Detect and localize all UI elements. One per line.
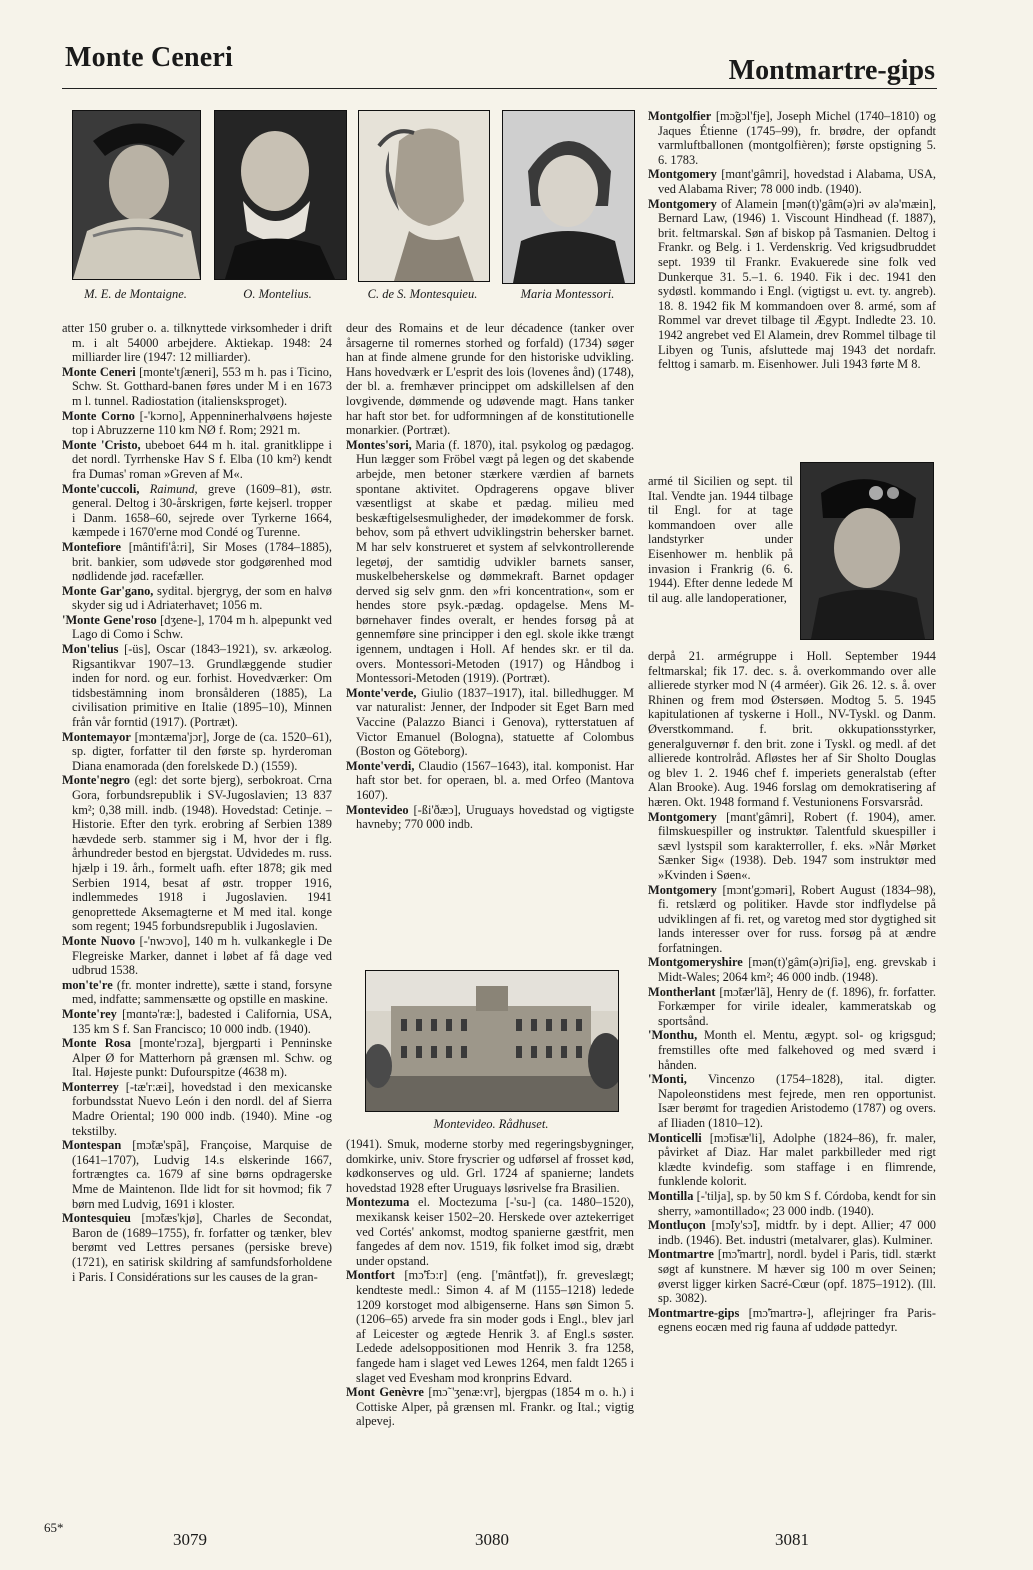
dictionary-entry: atter 150 gruber o. a. tilknyttede virksomheder i drift m. i alt 54000 arbejdere. Aktiekap. 1948: 24 milliarder lire (1947: 12 milliarder). [62, 321, 332, 365]
dictionary-entry: Monte'verde, Giulio (1837–1917), ital. billedhugger. M var naturalist: Jenner, der Indpoder sit Eget Barn med Vaccine (Palazzo Bianci i Genova), rytterstatuen af Victor Emanuel (Bologna), statuette af Colombus (Boston og Göteborg). [346, 685, 634, 759]
dictionary-entry: Montmartre [mɔ̃'martr], nordl. bydel i Paris, tidl. stærkt søgt af kunstnere. M hæver sig 100 m over Seinen; øverst ligger kirken Sacré-Cœur (opf. 1875–1912). (Ill. sp. 3082). [648, 1247, 936, 1306]
headword: mon'te're [62, 977, 113, 992]
dictionary-entry: Mont Genèvre [mɔ̃ 'ʒenæ:vr], bjergpas (1854 m o. h.) i Cottiske Alper, på grænsen ml. Frankr. og Ital.; vigtig alpevej. [346, 1385, 634, 1429]
dictionary-entry: Montespan [mɔ̃tæ'spã], Françoise, Marquise de (1641–1707), Ludvig 14.s elskerinde 1667, fortrængtes ca. 1679 af sine børns opdragerske Mme de Maintenon. Ilde lidt for sit hovmod; fik 7 børn med Ludvig, 1691 i kloster. [62, 1138, 332, 1211]
page-number-right: 3081 [775, 1530, 809, 1549]
headword: Monticelli [648, 1130, 702, 1145]
headword: Montgomery [648, 196, 717, 211]
headword: Montgomery [648, 882, 717, 897]
headword: Monte Ceneri [62, 364, 136, 379]
dictionary-entry: Monte Gar'gano, sydital. bjergryg, der som en halvø skyder sig ud i Adriaterhavet; 1056 m. [62, 583, 332, 613]
dictionary-entry: Monte'negro (egl: det sorte bjerg), serbokroat. Crna Gora, forbundsrepublik i SV-Jugoslavien; 13 837 km²; 0,38 mill. indb. (1948). Hovedstad: Cetinje. – Historie. Efter den tyrk. erobring af Serbien 1389 hævdede serb. stammer sig i M, hvor der i flg. århundreder bestod en bjergstat. Udvidedes m. russ. hjælp i 19. årh., formelt uafh. efter 1878; gik med Serbien 1914, besat af østr. tropper 1916, indlemmedes 1918 i Jugoslavien. 1941 genoprettede Aksemagterne et M med ital. konge som regent; 1945 forbundsrepublik i Jugoslavien. [62, 773, 332, 934]
dictionary-entry: Montgolfier [mɔ̃gɔl'fje], Joseph Michel (1740–1810) og Jaques Étienne (1745–99), fr. brødre, der opfandt varmluftballonen (montgolfièren); første opstigning 5. 6. 1783. [648, 109, 936, 167]
dictionary-entry: Montgomery [mɑnt'gâmri], hovedstad i Alabama, USA, ved Alabama River; 78 000 indb. (1940). [648, 167, 936, 196]
dictionary-entry: Monte 'Cristo, ubeboet 644 m h. ital. granitklippe i det nordl. Tyrrhenske Hav S f. Elba (10 km²) kendt fra Dumas' roman »Greven af M«. [62, 437, 332, 481]
headword: Montgomery [648, 167, 717, 182]
headword: Montes'sori, [346, 437, 412, 452]
dictionary-entry: Montherlant [mɔ̃tær'lã], Henry de (f. 1896), fr. forfatter. Forkæmper for virile idealer, kammeratskab og sportsånd. [648, 984, 936, 1028]
dictionary-entry: 'Monthu, Month el. Mentu, ægypt. sol- og krigsgud; fremstilles ofte med falkehoved og med sværd i hånden. [648, 1028, 936, 1072]
column-2-lower [346, 1137, 634, 1527]
dictionary-entry: Montezuma el. Moctezuma [-'su-] (ca. 1480–1520), mexikansk keiser 1502–20. Herskede over aztekerriget ved Cortés' ankomst, modtog spanierne gæstfrit, men fangedes af dem nov. 1519, fik folket imod sig, dræbt under opstand. [346, 1195, 634, 1268]
dictionary-entry: Montluçon [mɔ̃ly'sɔ̃], midtfr. by i dept. Allier; 47 000 indb. (1946). Bet. industri (metalvarer, glas). Kulminer. [648, 1218, 936, 1247]
column-2-upper [346, 321, 634, 961]
montelius-portrait-icon [214, 110, 347, 280]
dictionary-entry: Monte Ceneri [monte'tʃæneri], 553 m h. pas i Ticino, Schw. St. Gotthard-banen føres under M i en 1673 m l. tunnel. Radiostation (italiensksproget). [62, 364, 332, 408]
headword: Montezuma [346, 1195, 410, 1210]
montgomery-portrait-icon [800, 462, 934, 640]
headword: Monte Corno [62, 408, 135, 423]
headword: 'Monthu, [648, 1028, 698, 1043]
montaigne-portrait-icon [72, 110, 201, 280]
headword: Montgolfier [648, 109, 712, 123]
headword: Montespan [62, 1138, 122, 1153]
dictionary-entry: Montemayor [mɔntæma'jɔr], Jorge de (ca. 1520–61), sp. digter, forfatter til den første sp. hyrderoman Diana enamorada (den forelskede D.) (1559). [62, 729, 332, 773]
dictionary-entry: deur des Romains et de leur décadence (tanker over årsagerne til romernes storhed og forfald) (1734) søger han at finde almene grunde for den historiske udvikling. Hans hovedværk er L'esprit des lois (lovenes ånd) (1748), der bl. a. fremhæver princippet om adskillelsen af den lovgivende, dømmende og udøvende magt. Hans tanker har haft stor bet. for udformningen af de konstitutionelle monarkier. (Portræt). [346, 321, 634, 438]
dictionary-entry: Montfort [mɔ̃'fɔ:r] (eng. ['mântfət]), fr. greveslægt; kendteste medl.: Simon 4. af M (1155–1218) ledede 1209 korstoget mod albigenserne. Hans søn Simon 5. (1206–65) arvede fra sin moder gods i Engl., blev jarl af Leicester og ægtede Henrik 3. af Engl.s søster. Ledede adelsoppositionen mod Henrik 3. fra 1258, fangede ham i slaget ved Lewes 1264, men faldt 1265 i slaget ved Evesham mod kronprins Edvard. [346, 1268, 634, 1385]
headword: Montmartre-gips [648, 1305, 740, 1320]
dictionary-entry: Montevideo [-ßi'ðæɔ], Uruguays hovedstad og vigtigste havneby; 770 000 indb. [346, 802, 634, 832]
dictionary-entry: 'Monte Gene'roso [dʒene-], 1704 m h. alpepunkt ved Lago di Como i Schw. [62, 612, 332, 642]
dictionary-entry: Monterrey [-tæ'r:æi], hovedstad i den mexicanske forbundsstat Nuevo León i den nordl. del af Sierra Madre Oriental; 190 000 indb. (1940). Mine -og tekstilby. [62, 1079, 332, 1138]
column-1 [62, 321, 332, 1521]
dictionary-entry: Montgomery [mɔnt'gɔməri], Robert August (1834–98), fi. retslærd og politiker. Havde stor indflydelse på udviklingen af fi. ret, og varetog med stor dygtighed sit lands interesser over for russ. forsøg på at ændre forfatningen. [648, 882, 936, 955]
dictionary-entry: Monte'rey [mɑntə'ræ:], badested i California, USA, 135 km S f. San Francisco; 10 000 indb. (1940). [62, 1006, 332, 1036]
headword: 'Monti, [648, 1072, 687, 1087]
portrait-caption: O. Montelius. [243, 287, 312, 301]
headword: Monte'negro [62, 773, 130, 788]
dictionary-entry: derpå 21. armégruppe i Holl. September 1944 feltmarskal; fik 17. dec. s. å. overkommando over alle allierede styrker mod N (4 arméer). Gik 26. 12. s. å. over Rhinen og frem mod Østersøen. Modtog 5. 5. 1945 kapitulationen af tyskerne i Holl., NV-Tyskl. og Danm. Øverstkommand. f. brit. okkupationsstyrker, generalguvernør f. den brit. zone i Tyskl. og medl. af det allierede kontrolråd. Afløstes her af Sir Sholto Douglas og blev 1. 2. 1946 chef f. imperiets generalstab (efter Alan Brooke). Aug. 1946 forslag om demokratisering af hæren. Okt. 1948 formand f. Vestunionens Forsvarsråd. [648, 649, 936, 809]
dictionary-entry: Montgomery [mɑnt'gâmri], Robert (f. 1904), amer. filmskuespiller og instruktør. Talentfuld skuespiller i sævl lystspil som karakterroller, f. eks. »Når Mørket Sænker Sig« (1938). Deb. 1947 som instruktør med »Kvinden i Søen«. [648, 809, 936, 882]
wrap-text: armé til Sicilien og sept. til Ital. Vendte jan. 1944 tilbage til Engl. for at tage kommandoen over alle landstyrker under Eisenhower m. henblik på invasion i Frankrig (6. 6. 1944). Efter denne ledede M til aug. alle landoperationer, [648, 474, 793, 605]
headword: Mont Genèvre [346, 1385, 424, 1400]
headword: Monte'rey [62, 1006, 117, 1021]
headword: Montemayor [62, 729, 131, 744]
dictionary-entry: Montmartre-gips [mɔ̃'martrə-], aflejringer fra Paris-egnens eocæn med rig fauna af uddøde pattedyr. [648, 1305, 936, 1335]
column-3-upper [648, 109, 936, 474]
montesquieu-portrait-icon [358, 110, 490, 282]
dictionary-entry: mon'te're (fr. monter indrette), sætte i stand, forsyne med, indfatte; sammensætte og opstille en maskine. [62, 977, 332, 1007]
page-number-center: 3080 [475, 1530, 509, 1549]
dictionary-entry: Monte'verdi, Claudio (1567–1643), ital. komponist. Har haft stor bet. for operaen, bl. a. med Orfeo (Mantova 1607). [346, 758, 634, 802]
headword: Montgomeryshire [648, 955, 743, 970]
dictionary-entry: Montgomeryshire [mən(t)'gâm(ə)riʃiə], eng. grevskab i Midt-Wales; 2064 km²; 46 000 indb. (1948). [648, 955, 936, 985]
montevideo-photo-icon [365, 970, 619, 1112]
headword: Montefiore [62, 539, 121, 554]
dictionary-entry: (1941). Smuk, moderne storby med regeringsbygninger, domkirke, univ. Store fryscrier og udførsel af frosset kød, kødkonserves og uld. Grl. 1724 af spanierne; landets hovedstad 1928 efter Uruguays løsrivelse fra Brasilien. [346, 1137, 634, 1195]
headword: Monte Gar'gano, [62, 583, 154, 598]
headword: 'Monte Gene'roso [62, 612, 157, 627]
dictionary-entry: Monte'cuccoli, Raimund, greve (1609–81), østr. general. Deltog i 30-årskrigen, førte kejserl. tropper i Danm. 1658–60, sejrede over Tyrkerne 1664, kæmpede i 1670'erne mod Condé og Turenne. [62, 481, 332, 540]
headword: Monte Rosa [62, 1036, 131, 1051]
signature-mark: 65* [44, 1520, 64, 1535]
header-rule [62, 88, 937, 89]
headword: Montmartre [648, 1247, 714, 1262]
headword: Montherlant [648, 984, 716, 999]
page-header-left: Monte Ceneri [65, 42, 234, 73]
dictionary-entry: Montesquieu [mɔ̃tæs'kjø], Charles de Secondat, Baron de (1689–1755), fr. forfatter og tænker, blev berømt ved Lettres persanes (persiske breve) (1721), en satirisk skildring af samfundsforholdene i Paris. I Considérations sur les causes de la gran- [62, 1211, 332, 1284]
headword: Monte Nuovo [62, 933, 136, 948]
dictionary-entry: Mon'telius [-üs], Oscar (1843–1921), sv. arkæolog. Rigsantikvar 1907–13. Grundlæggende studier inden for nord. og eur. forhist. Hovedværker: Om tidsbestämning inom bronsålderen (1885), La civilisation primitive en Italie (1895–10), Minnen från vår forntid (1917). (Portræt). [62, 642, 332, 730]
dictionary-entry: Monte Rosa [monte'rɔza], bjergparti i Penninske Alper Ø for Matterhorn på grænsen ml. Schw. og Ital. Højeste punkt: Dufourspitze (4638 m). [62, 1036, 332, 1080]
headword: Montluçon [648, 1218, 706, 1233]
column-3-lower [648, 649, 936, 1529]
headword: Montfort [346, 1268, 395, 1283]
dictionary-entry: Monte Nuovo [-'nwɔvo], 140 m h. vulkankegle i De Flegreiske Marker, dannet i løbet af få dage ved udbrud 1538. [62, 933, 332, 978]
dictionary-entry: Montilla [-'tilja], sp. by 50 km S f. Córdoba, kendt for sin sherry, »amontillado«; 23 000 indb. (1940). [648, 1188, 936, 1218]
portrait-caption: Maria Montessori. [520, 287, 615, 301]
headword: Montesquieu [62, 1211, 131, 1226]
headword: Monte'verde, [346, 685, 417, 700]
dictionary-entry: Monte Corno [-'kɔrno], Appenninerhalvøens højeste top i Abruzzerne 110 km NØ f. Rom; 2921 m. [62, 408, 332, 438]
portrait-caption: M. E. de Montaigne. [84, 287, 187, 301]
montevideo-caption: Montevideo. Rådhuset. [433, 1117, 549, 1131]
headword: Monterrey [62, 1079, 119, 1094]
page-number-left: 3079 [173, 1530, 207, 1549]
dictionary-entry: Monticelli [mɔ̃tisæ'li], Adolphe (1824–86), fr. maler, påvirket af Diaz. Har malet parkbilleder med rigt klædte kvindefig. som staffage i en flimrende, funklende kolorit. [648, 1130, 936, 1189]
portrait-caption: C. de S. Montesquieu. [367, 287, 478, 301]
column-3-wrap [648, 474, 793, 649]
headword: Monte 'Cristo, [62, 437, 141, 452]
headword: Monte'verdi, [346, 758, 415, 773]
page-header-right: Montmartre-gips [728, 55, 935, 86]
montessori-portrait-icon [502, 110, 635, 284]
dictionary-entry: 'Monti, Vincenzo (1754–1828), ital. digter. Napoleonstidens mest fejrede, men ren opportunist. Især berømt for tragedien Aristodemo (1787) og overs. af Iliaden (1810–12). [648, 1072, 936, 1130]
dictionary-entry: Montgomery of Alamein [mən(t)'gâm(ə)ri əv alə'mæin], Bernard Law, (1946) 1. Viscount Hindhead (f. 1887), brit. feltmarskal. Søn af biskop på Tasmanien. Deltog i Frankr. og Belg. i 1. Verdenskrig. Ved krigsudbruddet sept. 1939 til Frankr. Evakuerede sine folk ved Dunkerque 31. 5.–1. 6. 1940. Fik i dec. 1941 den sydøstl. kommando i Engl. (vigtigst u. evt. ty. angreb). 18. 8. 1942 fik M kommandoen over 8. armé, som af Rommel var drevet tilbage til Ægypt. Indledte 23. 10. 1942 angrebet ved El Alamein, drev Rommel tilbage til Libyen og Tunis, afsluttede maj 1943 det nordafr. felttog i samarb. m. Eisenhower. Juli 1943 førte M 8. [648, 196, 936, 372]
dictionary-entry: Montes'sori, Maria (f. 1870), ital. psykolog og pædagog. Hun lægger som Fröbel vægt på legen og det skabende arbejde, men betoner stærkere værdien af barnets spontane aktivitet. Opdragerens opgave bliver væsentligst at skabe et pædag. milieu med beskæftigelsesmuligheder, der imødekommer de forsk. behov, som på ethvert udviklingstrin behersker barnet. M har selv konstrueret et system af selvkontrollerende legetøj, der samtidig udvikler barnets sanser, muskelbeherskelse og dømmekraft. Barnet opdager derved sig selv gnm. den »fri koncentration«, som er hendes store psyk.-pædag. opdagelse. Mens M-børnehaver findes overalt, er hendes forsøg på at gennemføre sine principper i den egl. skole ikke trængt igennem, undtagen i Holl. Af hendes skr. er til da. overs. Montessori-Metoden (1917) og Håndbog i Montessori-Metoden (1919). (Portræt). [346, 437, 634, 686]
headword: Montgomery [648, 809, 717, 824]
headword: Montilla [648, 1188, 694, 1203]
headword: Monte'cuccoli, [62, 481, 140, 496]
headword: Mon'telius [62, 642, 119, 657]
dictionary-entry: Montefiore [mântifi'å:ri], Sir Moses (1784–1885), brit. bankier, som udøvede stor godgørenhed mod nødlidende jød. racefæller. [62, 539, 332, 584]
headword: Montevideo [346, 802, 409, 817]
